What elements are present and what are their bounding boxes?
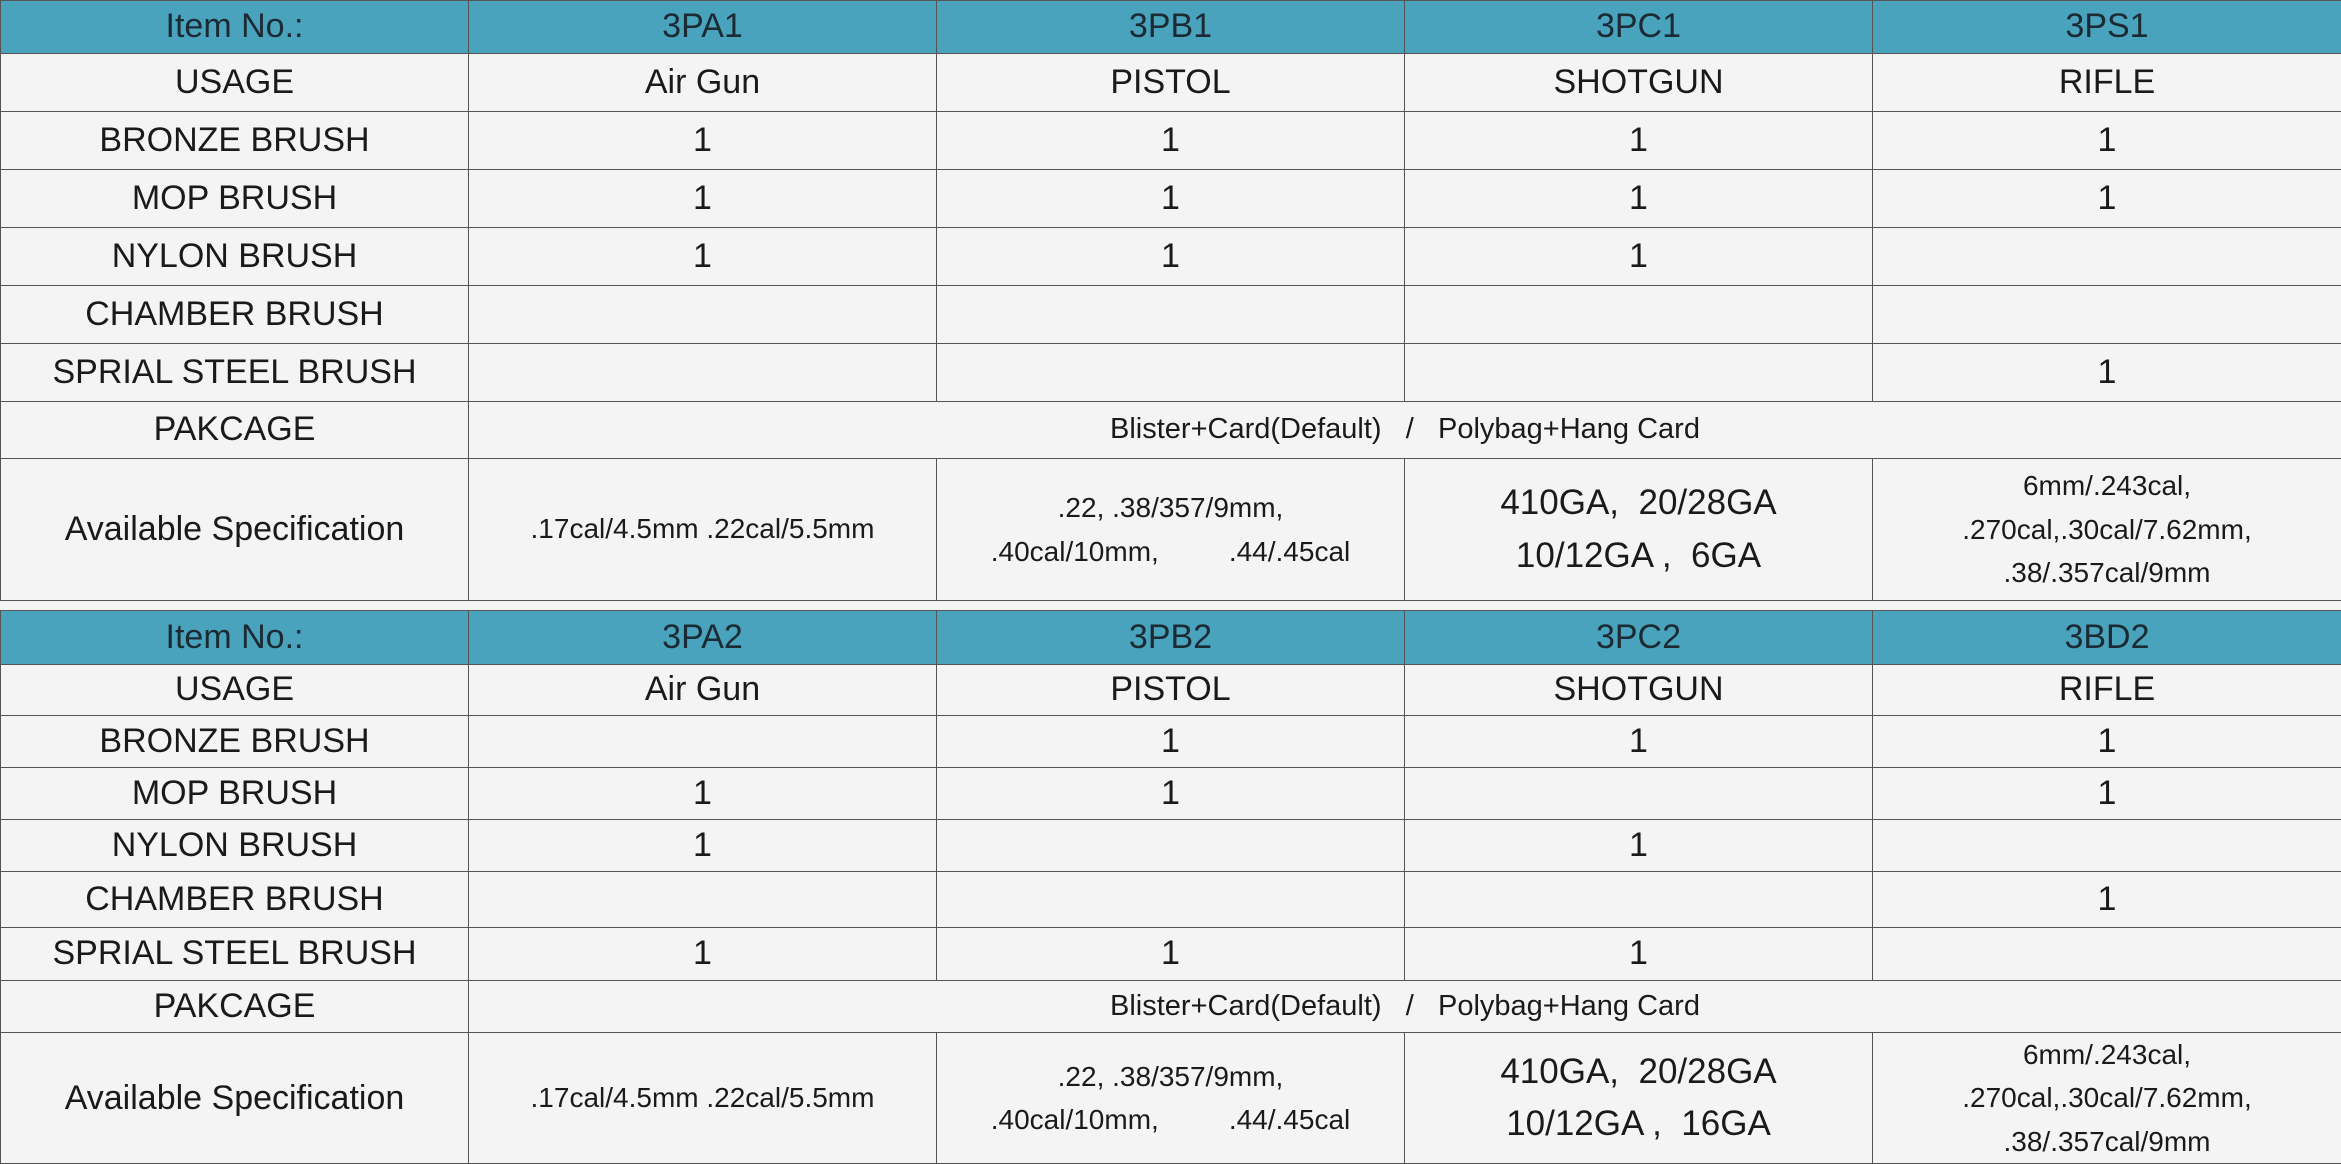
spec-cell: 410GA, 20/28GA 10/12GA , 16GA xyxy=(1405,1033,1873,1164)
row-label: SPRIAL STEEL BRUSH xyxy=(1,344,469,402)
chamber-brush-row xyxy=(1,286,2341,344)
table-cell: 1 xyxy=(469,768,937,820)
spec-cell: .22, .38/357/9mm, .40cal/10mm, .44/.45cal xyxy=(937,459,1405,601)
spiral-steel-brush-row xyxy=(1,928,2341,981)
table-cell xyxy=(1873,820,2341,872)
row-label: NYLON BRUSH xyxy=(1,820,469,872)
table-cell xyxy=(937,344,1405,402)
table-cell xyxy=(469,344,937,402)
table-cell: 1 xyxy=(937,228,1405,286)
table-cell xyxy=(1873,228,2341,286)
item-no-label: Item No.: xyxy=(1,611,469,665)
table-cell: SHOTGUN xyxy=(1405,54,1873,112)
table-cell: 1 xyxy=(1873,344,2341,402)
item-header-row xyxy=(1,611,2341,665)
package-value: Blister+Card(Default) / Polybag+Hang Card xyxy=(469,402,2341,459)
spec-cell: 6mm/.243cal, .270cal,.30cal/7.62mm, .38/.357cal/9mm xyxy=(1873,1033,2341,1164)
table-cell: RIFLE xyxy=(1873,665,2341,716)
bronze-brush-row xyxy=(1,112,2341,170)
table-cell xyxy=(469,286,937,344)
table-cell: 1 xyxy=(937,928,1405,981)
item-no-cell: 3PA2 xyxy=(469,611,937,665)
table-cell: 1 xyxy=(469,928,937,981)
table-cell: SHOTGUN xyxy=(1405,665,1873,716)
item-no-cell: 3BD2 xyxy=(1873,611,2341,665)
table-cell: Air Gun xyxy=(469,665,937,716)
table-cell xyxy=(1405,286,1873,344)
table-cell: Air Gun xyxy=(469,54,937,112)
item-no-cell: 3PS1 xyxy=(1873,1,2341,54)
nylon-brush-row xyxy=(1,228,2341,286)
table-cell: PISTOL xyxy=(937,665,1405,716)
usage-row xyxy=(1,54,2341,112)
row-label: BRONZE BRUSH xyxy=(1,716,469,768)
item-header-row xyxy=(1,1,2341,54)
table-cell: 1 xyxy=(1873,872,2341,928)
table-cell: 1 xyxy=(937,170,1405,228)
spec-cell: 410GA, 20/28GA 10/12GA , 6GA xyxy=(1405,459,1873,601)
specification-label: Available Specification xyxy=(1,1033,469,1164)
table-cell xyxy=(1873,286,2341,344)
table-cell xyxy=(1873,928,2341,981)
table-cell: 1 xyxy=(937,112,1405,170)
item-no-cell: 3PA1 xyxy=(469,1,937,54)
package-row xyxy=(1,402,2341,459)
table-cell: 1 xyxy=(469,112,937,170)
table-cell: 1 xyxy=(1405,820,1873,872)
table-cell xyxy=(469,872,937,928)
spec-cell: .17cal/4.5mm .22cal/5.5mm xyxy=(469,1033,937,1164)
table-cell: 1 xyxy=(469,170,937,228)
table-cell xyxy=(1405,872,1873,928)
spiral-steel-brush-row xyxy=(1,344,2341,402)
package-label: PAKCAGE xyxy=(1,981,469,1033)
specification-row xyxy=(1,1033,2341,1164)
table-cell xyxy=(469,716,937,768)
table-cell: 1 xyxy=(937,716,1405,768)
row-label: CHAMBER BRUSH xyxy=(1,872,469,928)
row-label: USAGE xyxy=(1,665,469,716)
chamber-brush-row xyxy=(1,872,2341,928)
table-cell xyxy=(1405,344,1873,402)
bronze-brush-row xyxy=(1,716,2341,768)
row-label: MOP BRUSH xyxy=(1,768,469,820)
table-cell: 1 xyxy=(1873,112,2341,170)
table-cell: PISTOL xyxy=(937,54,1405,112)
table-cell: RIFLE xyxy=(1873,54,2341,112)
row-label: BRONZE BRUSH xyxy=(1,112,469,170)
item-no-label: Item No.: xyxy=(1,1,469,54)
table-cell: 1 xyxy=(1873,170,2341,228)
package-label: PAKCAGE xyxy=(1,402,469,459)
package-value: Blister+Card(Default) / Polybag+Hang Card xyxy=(469,981,2341,1033)
item-no-cell: 3PC2 xyxy=(1405,611,1873,665)
table-cell: 1 xyxy=(1405,928,1873,981)
item-no-cell: 3PC1 xyxy=(1405,1,1873,54)
table-cell: 1 xyxy=(469,820,937,872)
table-cell: 1 xyxy=(469,228,937,286)
specification-row xyxy=(1,459,2341,601)
mop-brush-row xyxy=(1,170,2341,228)
row-label: MOP BRUSH xyxy=(1,170,469,228)
spec-cell: 6mm/.243cal, .270cal,.30cal/7.62mm, .38/.357cal/9mm xyxy=(1873,459,2341,601)
row-label: NYLON BRUSH xyxy=(1,228,469,286)
nylon-brush-row xyxy=(1,820,2341,872)
row-label: USAGE xyxy=(1,54,469,112)
table-cell: 1 xyxy=(1405,228,1873,286)
table-cell xyxy=(937,820,1405,872)
item-no-cell: 3PB2 xyxy=(937,611,1405,665)
table-cell xyxy=(937,286,1405,344)
specification-label: Available Specification xyxy=(1,459,469,601)
table-cell: 1 xyxy=(1873,716,2341,768)
mop-brush-row xyxy=(1,768,2341,820)
spec-cell: .17cal/4.5mm .22cal/5.5mm xyxy=(469,459,937,601)
table-cell: 1 xyxy=(937,768,1405,820)
package-row xyxy=(1,981,2341,1033)
item-no-cell: 3PB1 xyxy=(937,1,1405,54)
table-cell xyxy=(1405,768,1873,820)
table-cell: 1 xyxy=(1405,716,1873,768)
row-label: SPRIAL STEEL BRUSH xyxy=(1,928,469,981)
table-cell: 1 xyxy=(1405,170,1873,228)
spec-cell: .22, .38/357/9mm, .40cal/10mm, .44/.45cal xyxy=(937,1033,1405,1164)
row-label: CHAMBER BRUSH xyxy=(1,286,469,344)
table-cell xyxy=(937,872,1405,928)
table-cell: 1 xyxy=(1873,768,2341,820)
table-cell: 1 xyxy=(1405,112,1873,170)
usage-row xyxy=(1,665,2341,716)
spec-table-2 xyxy=(0,610,2341,1164)
